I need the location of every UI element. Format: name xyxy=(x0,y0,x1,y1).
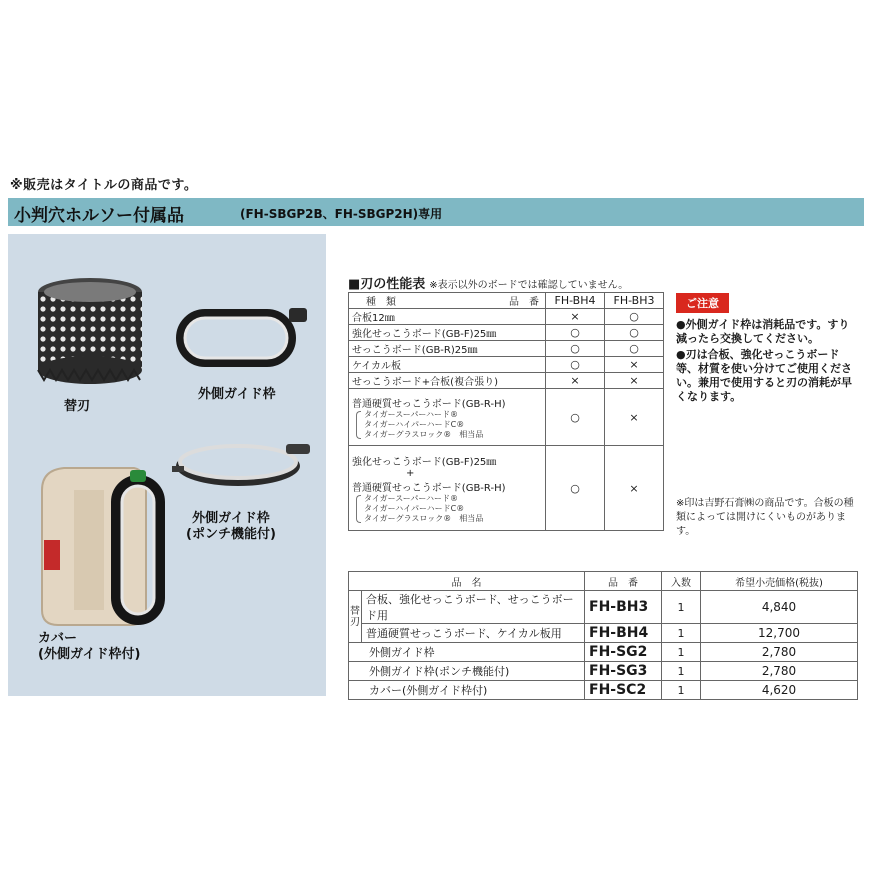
name-header: 品 名 xyxy=(349,572,585,591)
price-header: 希望小売価格(税抜) xyxy=(701,572,858,591)
caution-text xyxy=(676,318,856,406)
blade-caption: 替刃 xyxy=(64,399,91,414)
row-name: 合板12㎜ xyxy=(349,309,546,325)
product-name: 外側ガイド枠 xyxy=(349,643,585,662)
product-name: 普通硬質せっこうボード、ケイカル板用 xyxy=(362,624,585,643)
mark-a: ○ xyxy=(546,341,605,357)
guide-frame-caption: 外側ガイド枠 xyxy=(198,387,276,402)
blade-group-label: 替刃 xyxy=(349,591,362,643)
guide-frame-image xyxy=(173,302,313,372)
table-row xyxy=(349,591,858,624)
product-qty: 1 xyxy=(662,624,701,643)
col-fh-bh3: FH-BH3 xyxy=(605,293,664,309)
mark-b: × xyxy=(605,373,664,389)
code-header: 品 番 xyxy=(585,572,662,591)
performance-section-title xyxy=(348,273,628,292)
blade-image xyxy=(28,264,158,394)
sub-item: タイガースーパーハード® xyxy=(364,493,458,503)
sub-item: タイガーグラスロック® 相当品 xyxy=(364,513,484,523)
product-qty: 1 xyxy=(662,643,701,662)
table-header-row xyxy=(349,572,858,591)
row-name: 普通硬質せっこうボード(GB-R-H) xyxy=(352,398,506,410)
mark-b: ○ xyxy=(605,309,664,325)
row-name-block xyxy=(349,389,546,446)
row-name: せっこうボード+合板(複合張り) xyxy=(349,373,546,389)
sales-notice: ※販売はタイトルの商品です。 xyxy=(10,178,198,193)
qty-header: 入数 xyxy=(662,572,701,591)
cover-image xyxy=(34,460,174,630)
mark-a: ○ xyxy=(546,446,605,531)
product-qty: 1 xyxy=(662,681,701,700)
table-header-row xyxy=(349,293,664,309)
table-row xyxy=(349,681,858,700)
performance-title: ■刃の性能表 xyxy=(348,277,426,292)
mark-b: × xyxy=(605,389,664,446)
sub-item: タイガーグラスロック® 相当品 xyxy=(364,429,484,439)
product-price: 4,840 xyxy=(701,591,858,624)
product-code: FH-BH3 xyxy=(585,591,662,624)
table-row xyxy=(349,662,858,681)
kind-header: 種 類 xyxy=(366,297,396,308)
row-name: せっこうボード(GB-R)25㎜ xyxy=(349,341,546,357)
row-name: 強化せっこうボード(GB-F)25㎜ xyxy=(352,456,497,468)
code-header: 品 番 xyxy=(509,297,539,308)
product-qty: 1 xyxy=(662,591,701,624)
mark-b: ○ xyxy=(605,325,664,341)
mark-a: ○ xyxy=(546,325,605,341)
sub-item: タイガースーパーハード® xyxy=(364,409,458,419)
mark-a: ○ xyxy=(546,389,605,446)
product-photo-panel xyxy=(8,234,326,696)
table-row xyxy=(349,309,664,325)
row-name: 普通硬質せっこうボード(GB-R-H) xyxy=(352,482,506,494)
plus-sign: + xyxy=(406,467,415,479)
table-row xyxy=(349,446,664,531)
product-code: FH-SG2 xyxy=(585,643,662,662)
mark-a: × xyxy=(546,309,605,325)
mark-a: × xyxy=(546,373,605,389)
table-row xyxy=(349,325,664,341)
table-row xyxy=(349,373,664,389)
mark-b: × xyxy=(605,446,664,531)
performance-table xyxy=(348,292,664,531)
caution-tag: ご注意 xyxy=(676,293,729,313)
footnote: ※印は吉野石膏㈱の商品です。合板の種類によっては開けにくいものがあります。 xyxy=(676,498,854,537)
product-name: 合板、強化せっこうボード、せっこうボード用 xyxy=(362,591,585,624)
cover-caption-line1: カバー xyxy=(38,631,78,646)
row-name: ケイカル板 xyxy=(349,357,546,373)
table-row xyxy=(349,389,664,446)
performance-note: ※表示以外のボードでは確認していません。 xyxy=(429,280,629,291)
punch-guide-frame-image xyxy=(168,426,318,496)
product-name: 外側ガイド枠(ポンチ機能付) xyxy=(349,662,585,681)
punch-guide-caption-line1: 外側ガイド枠 xyxy=(192,511,270,526)
price-table xyxy=(348,571,858,700)
product-qty: 1 xyxy=(662,662,701,681)
table-row xyxy=(349,624,858,643)
product-price: 4,620 xyxy=(701,681,858,700)
cover-caption xyxy=(38,631,141,663)
page-title: 小判穴ホルソー付属品 xyxy=(14,206,184,226)
punch-guide-caption-line2: (ポンチ機能付) xyxy=(186,527,276,542)
product-code: FH-BH4 xyxy=(585,624,662,643)
mark-a: ○ xyxy=(546,357,605,373)
product-code: FH-SG3 xyxy=(585,662,662,681)
product-price: 2,780 xyxy=(701,662,858,681)
table-row xyxy=(349,357,664,373)
product-price: 12,700 xyxy=(701,624,858,643)
cover-caption-line2: (外側ガイド枠付) xyxy=(38,647,141,662)
sub-item: タイガーハイパーハードC® xyxy=(364,419,465,429)
row-sub-list xyxy=(352,410,542,440)
row-name: 強化せっこうボード(GB-F)25㎜ xyxy=(349,325,546,341)
caution-item-2: ●刃は合板、強化せっこうボード等、材質を使い分けてご使用ください。兼用で使用すると刃の消耗が早くなります。 xyxy=(676,348,852,403)
punch-guide-caption xyxy=(186,511,276,543)
page-subtitle: (FH-SBGP2B、FH-SBGP2H)専用 xyxy=(240,207,443,221)
mark-b: × xyxy=(605,357,664,373)
kind-code-header xyxy=(349,293,546,309)
product-price: 2,780 xyxy=(701,643,858,662)
title-bar xyxy=(8,198,864,226)
table-row xyxy=(349,341,664,357)
product-code: FH-SC2 xyxy=(585,681,662,700)
row-sub-list xyxy=(352,494,542,524)
col-fh-bh4: FH-BH4 xyxy=(546,293,605,309)
mark-b: ○ xyxy=(605,341,664,357)
sub-item: タイガーハイパーハードC® xyxy=(364,503,465,513)
row-name-block xyxy=(349,446,546,531)
caution-item-1: ●外側ガイド枠は消耗品です。すり減ったら交換してください。 xyxy=(676,318,850,345)
product-name: カバー(外側ガイド枠付) xyxy=(349,681,585,700)
table-row xyxy=(349,643,858,662)
